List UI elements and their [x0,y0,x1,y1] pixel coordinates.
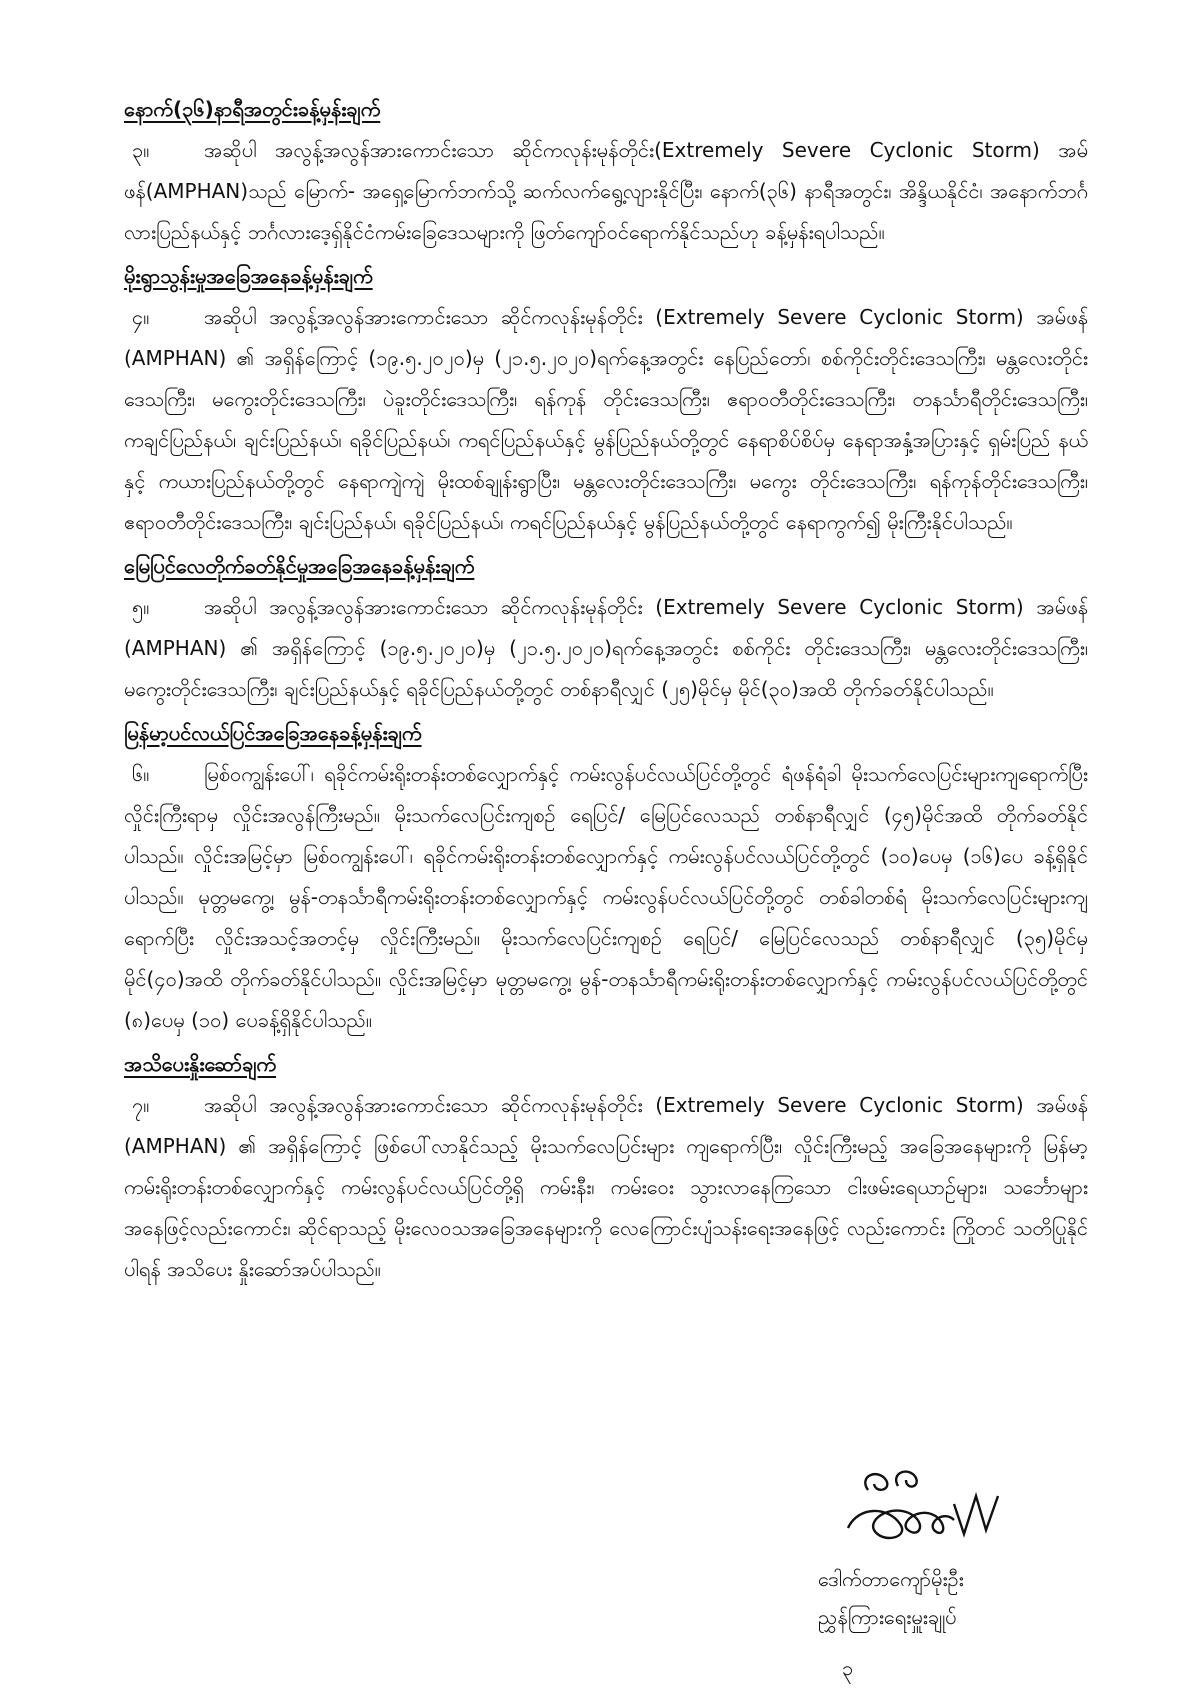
paragraph-number: ၃။ [132,138,150,162]
paragraph-text: အဆိုပါ အလွန့်အလွန်အားကောင်းသော ဆိုင်ကလုန်းမုန်တိုင်း (Extremely Severe Cyclonic Storm) အမ်ဖန် (AMPHAN) ၏ အရှိန်ကြောင့် (၁၉.၅.၂၀၂၀)မှ (၂၁.၅.၂၀၂၀)ရက်နေ့အတွင်း စစ်ကိုင်း တိုင်းဒေသကြီး၊ မန္တလေးတိုင်းဒေသကြီး၊ မကွေးတိုင်းဒေသကြီး၊ ချင်းပြည်နယ်နှင့် ရခိုင်ပြည်နယ်တို့တွင် တစ်နာရီလျှင် (၂၅)မိုင်မှ မိုင်(၃၀)အထိ တိုက်ခတ်နိုင်ပါသည်။ [124,595,1088,701]
section-heading: အသိပေးနှိုးဆော်ချက် [124,1052,277,1076]
paragraph-5 [124,587,1088,710]
paragraph-3 [124,130,1088,253]
section-surface-wind-forecast [124,549,1088,710]
section-heading: မိုးရွာသွန်းမှုအခြေအနေခန့်မှန်းချက် [124,264,373,288]
section-heading: မြန်မာ့ပင်လယ်ပြင်အခြေအနေခန့်မှန်းချက် [124,721,422,745]
paragraph-text: အဆိုပါ အလွန့်အလွန်အားကောင်းသော ဆိုင်ကလုန်းမုန်တိုင်း (Extremely Severe Cyclonic Storm) အမ်ဖန် (AMPHAN) ၏ အရှိန်ကြောင့် ဖြစ်ပေါ်လာနိုင်သည့် မိုးသက်လေပြင်းများ ကျရောက်ပြီး၊ လှိုင်းကြီးမည့် အခြေအနေများကို မြန်မာ့ကမ်းရိုးတန်းတစ်လျှောက်နှင့် ကမ်းလွန်ပင်လယ်ပြင်တို့ရှိ ကမ်းနီး၊ ကမ်းဝေး သွားလာနေကြသော ငါးဖမ်းရေယာဉ်များ၊ သင်္ဘောများအနေဖြင့်လည်းကောင်း၊ ဆိုင်ရာသည့် မိုးလေဝသအခြေအနေများကို လေကြောင်းပျံသန်းရေးအနေဖြင့် လည်းကောင်း ကြိုတင် သတိပြုနိုင်ပါရန် အသိပေး နှိုးဆော်အပ်ပါသည်။ [124,1093,1088,1281]
signatory-title: ညွှန်ကြားရေးမှူးချုပ် [818,1605,957,1629]
paragraph-4 [124,297,1088,543]
paragraph-number: ၄။ [132,305,150,329]
section-36-hour-forecast [124,92,1088,253]
signatory-name: ဒေါက်တာကျော်မိုးဦး [818,1567,964,1591]
section-warning [124,1047,1088,1290]
paragraph-number: ၇။ [132,1093,150,1117]
section-sea-condition-forecast [124,716,1088,1041]
paragraph-text: အဆိုပါ အလွန့်အလွန်အားကောင်းသော ဆိုင်ကလုန်းမုန်တိုင်း (Extremely Severe Cyclonic Storm) အမ်ဖန် (AMPHAN) ၏ အရှိန်ကြောင့် (၁၉.၅.၂၀၂၀)မှ (၂၁.၅.၂၀၂၀)ရက်နေ့အတွင်း နေပြည်တော်၊ စစ်ကိုင်းတိုင်းဒေသကြီး၊ မန္တလေးတိုင်းဒေသကြီး၊ မကွေးတိုင်းဒေသကြီး၊ ပဲခူးတိုင်းဒေသကြီး၊ ရန်ကုန် တိုင်းဒေသကြီး၊ ဧရာဝတီတိုင်းဒေသကြီး၊ တနင်္သာရီတိုင်းဒေသကြီး၊ ကချင်ပြည်နယ်၊ ချင်းပြည်နယ်၊ ရခိုင်ပြည်နယ်၊ ကရင်ပြည်နယ်နှင့် မွန်ပြည်နယ်တို့တွင် နေရာစိပ်စိပ်မှ နေရာအနှံ့အပြားနှင့် ရှမ်းပြည် နယ်နှင့် ကယားပြည်နယ်တို့တွင် နေရာကျဲကျဲ မိုးထစ်ချုန်းရွာပြီး၊ မန္တလေးတိုင်းဒေသကြီး၊ မကွေး တိုင်းဒေသကြီး၊ ရန်ကုန်တိုင်းဒေသကြီး၊ ဧရာဝတီတိုင်းဒေသကြီး၊ ချင်းပြည်နယ်၊ ရခိုင်ပြည်နယ်၊ ကရင်ပြည်နယ်နှင့် မွန်ပြည်နယ်တို့တွင် နေရာကွက်၍ မိုးကြီးနိုင်ပါသည်။ [124,305,1088,534]
section-rainfall-forecast [124,259,1088,543]
paragraph-number: ၅။ [132,595,150,619]
signature-block [818,1450,1078,1636]
paragraph-7 [124,1085,1088,1290]
section-heading: မြေပြင်လေတိုက်ခတ်နိုင်မှုအခြေအနေခန့်မှန်းချက် [124,554,475,578]
section-heading: နောက်(၃၆)နာရီအတွင်းခန့်မှန်းချက် [124,97,381,121]
paragraph-text: မြစ်ဝကျွန်းပေါ်၊ ရခိုင်ကမ်းရိုးတန်းတစ်လျှောက်နှင့် ကမ်းလွန်ပင်လယ်ပြင်တို့တွင် ရံဖန်ရံခါ မိုးသက်လေပြင်းများကျရောက်ပြီး လှိုင်းကြီးရာမှ လှိုင်းအလွန်ကြီးမည်။ မိုးသက်လေပြင်းကျစဉ် ရေပြင်/ မြေပြင်လေသည် တစ်နာရီလျှင် (၄၅)မိုင်အထိ တိုက်ခတ်နိုင်ပါသည်။ လှိုင်းအမြင့်မှာ မြစ်ဝကျွန်းပေါ်၊ ရခိုင်ကမ်းရိုးတန်းတစ်လျှောက်နှင့် ကမ်းလွန်ပင်လယ်ပြင်တို့တွင် (၁၀)ပေမှ (၁၆)ပေ ခန့်ရှိနိုင်ပါသည်။ မုတ္တမကွေ့၊ မွန်-တနင်္သာရီကမ်းရိုးတန်းတစ်လျှောက်နှင့် ကမ်းလွန်ပင်လယ်ပြင်တို့တွင် တစ်ခါတစ်ရံ မိုးသက်လေပြင်းများကျရောက်ပြီး လှိုင်းအသင့်အတင့်မှ လှိုင်းကြီးမည်။ မိုးသက်လေပြင်းကျစဉ် ရေပြင်/ မြေပြင်လေသည် တစ်နာရီလျှင် (၃၅)မိုင်မှ မိုင်(၄၀)အထိ တိုက်ခတ်နိုင်ပါသည်။ လှိုင်းအမြင့်မှာ မုတ္တမကွေ့၊ မွန်-တနင်္သာရီကမ်းရိုးတန်းတစ်လျှောက်နှင့် ကမ်းလွန်ပင်လယ်ပြင်တို့တွင် (၈)ပေမှ (၁၀) ပေခန့်ရှိနိုင်ပါသည်။ [124,762,1088,1032]
handwritten-signature [828,1450,1008,1560]
paragraph-number: ၆။ [132,762,150,786]
paragraph-6 [124,754,1088,1041]
page-number: ၃ [842,1656,854,1680]
paragraph-text: အဆိုပါ အလွန့်အလွန်အားကောင်းသော ဆိုင်ကလုန်းမုန်တိုင်း(Extremely Severe Cyclonic Storm) အမ်ဖန်(AMPHAN)သည် မြောက်- အရှေ့မြောက်ဘက်သို့ ဆက်လက်ရွေ့လျားနိုင်ပြီး၊ နောက်(၃၆) နာရီအတွင်း၊ အိန္ဒိယနိုင်ငံ၊ အနောက်ဘင်္ဂလားပြည်နယ်နှင့် ဘင်္ဂလားဒေ့ရှ်နိုင်ငံကမ်းခြေဒေသများကို ဖြတ်ကျော်ဝင်ရောက်နိုင်သည်ဟု ခန့်မှန်းရပါသည်။ [124,138,1088,244]
